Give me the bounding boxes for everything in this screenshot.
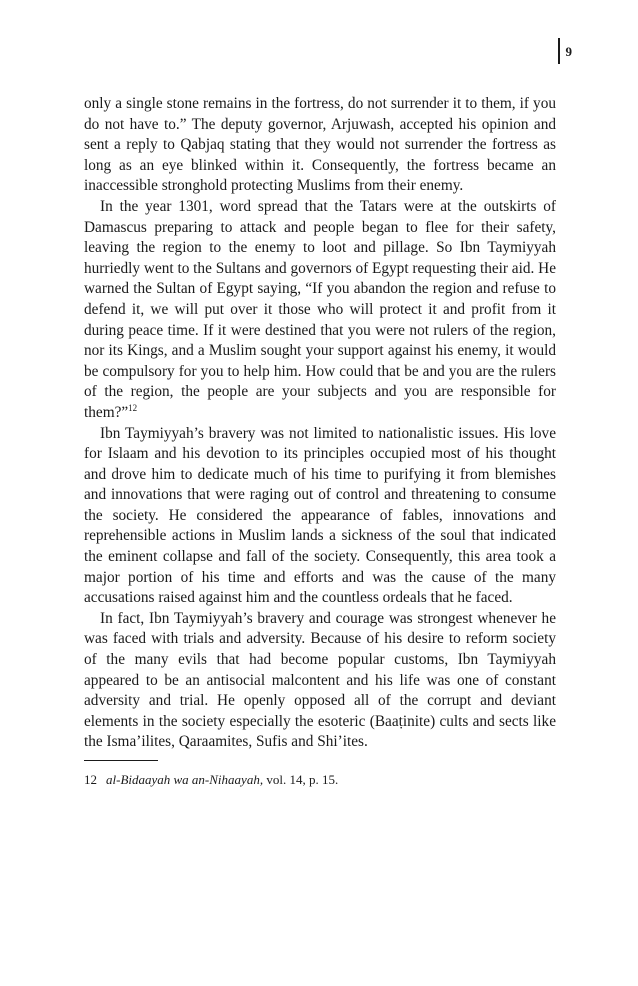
page-body	[84, 94, 556, 788]
paragraph-4: In fact, Ibn Taymiyyah’s bravery and courage was strongest whenever he was faced with trials and adversity. Because of his desire to reform society of the many evils that had become popular customs, Ibn Taymiyyah appeared to be an antisocial malcontent and his life was one of constant adversity and trial. He openly opposed all of the corrupt and deviant elements in the society especially the esoteric (Baaṭinite) cults and sects like the Isma’ilites, Qaraamites, Sufis and Shi’ites.	[84, 609, 556, 751]
footnote-source-detail: vol. 14, p. 15.	[263, 772, 339, 787]
header-rule	[558, 38, 560, 64]
paragraph-1: only a single stone remains in the fortress, do not surrender it to them, if you do not have to.” The deputy governor, Arjuwash, accepted his opinion and sent a reply to Qabjaq stating that they would not surrender the fortress as long as an eye blinked within it. Consequently, the fortress became an inaccessible stronghold protecting Muslims from their enemy.	[84, 95, 556, 195]
footnote-reference[interactable]: 12	[128, 402, 138, 413]
footnote-divider	[84, 760, 158, 761]
footnote-number: 12	[84, 772, 97, 787]
paragraph-2-text: In the year 1301, word spread that the Tatars were at the outskirts of Damascus preparing to attack and people began to flee for their safety, leaving the region to the enemy to loot and pillage. So Ibn Taymiyyah hurriedly went to the Sultans and governors of Egypt requesting their aid. He warned the Sultan of Egypt saying, “If you abandon the region and refuse to defend it, we will put over it those who will protect it and profit from it during peace time. If it were destined that you were not rulers of the region, nor its Kings, and a Muslim sought your support against his enemy, it would be compulsory for you to help him. How could that be and you are the rulers of the region, the people are your subjects and you are responsible for them?”	[84, 197, 556, 421]
footnote	[84, 771, 556, 788]
footnote-source-title: al-Bidaayah wa an-Nihaayah,	[106, 772, 264, 787]
page-number: 9	[565, 43, 572, 59]
footnote-text	[106, 771, 338, 788]
page-header	[558, 38, 573, 64]
paragraph-3: Ibn Taymiyyah’s bravery was not limited to nationalistic issues. His love for Islaam and his devotion to its principles occupied most of his thought and drove him to dedicate much of his time to purifying it from blemishes and innovations that were raging out of control and threatening to consume the society. He considered the appearance of fables, innovations and reprehensible actions in Muslim lands a sickness of the soul that indicated the eminent collapse and fall of the society. Consequently, this area took a major portion of his time and efforts and was the cause of the many accusations raised against him and the countless ordeals that he faced.	[84, 424, 556, 607]
paragraph-2	[84, 197, 556, 424]
